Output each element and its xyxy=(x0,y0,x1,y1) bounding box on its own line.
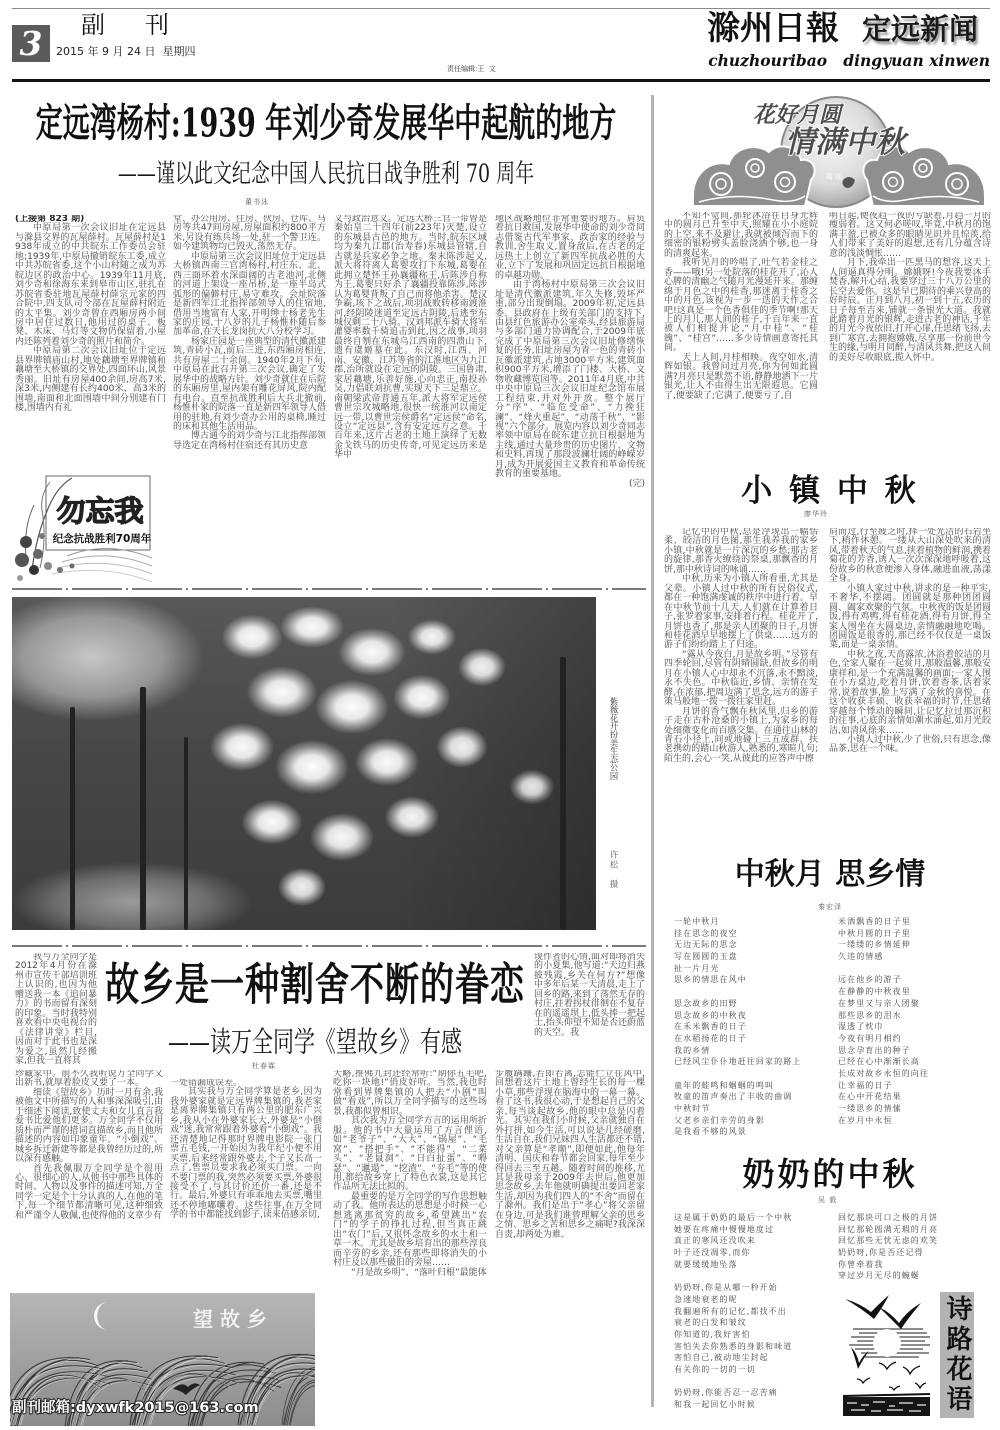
paragraph: 杨家庄园是一座典型的清代徽派建筑,青砖小瓦,前后三进,东西厢房相连,共有房屋二十余间。1940年2月下旬,中原局在此召开第三次会议,确定了发展华中的战略方针。刘少奇就住在后院的东厢房里,屋内架有雕花屏风,院内配有电台。直至抗战胜利后大兵北撤前,杨惟朴家的院落一直是新四军领导人借用的驻地,有刘少奇办公用的桌椅,睡过的床和其他生活用品。 xyxy=(173,336,326,432)
editor-credit: 责任编辑:王 文 xyxy=(447,65,496,73)
town-midautumn-column-2 xyxy=(829,528,991,844)
poem-line: 奶奶呀,你是否还记得 xyxy=(838,1248,924,1258)
poem-line: 中秋时节 xyxy=(674,1104,711,1113)
poem-line: 一缕思乡的情愫 xyxy=(838,1104,902,1113)
poem-line: 长成对故乡永恒的向往 xyxy=(838,1068,929,1078)
poem-line: 牧童的笛声奏出了丰收的曲调 xyxy=(674,1092,793,1102)
page-number-badge: 3 xyxy=(12,25,50,62)
end-mark: (完) xyxy=(628,478,645,489)
paragraph-list xyxy=(495,215,645,480)
poem-line: 米酒飘香的日子里 xyxy=(838,917,911,926)
paragraph: 现作者的心情,面对即将消失的小夏集,他写道:“天边归燕披残霞,乡关在何方?”想像中多年后某一天清晨,走上了回乡的路,来到了荡然无存的村庄,拄着拐杖徘徊在不复存在的遥遥坝上,低头捧一把起土,抬头仰望不知是否还蔚蓝的天空。我 xyxy=(534,953,645,1038)
poem-line: 无边无际的思念 xyxy=(674,940,738,950)
paragraph: 明日起,便夜趋一夜的亏缺着,月趋一月的瘦弱着。这又何必嗟叹,毕竟,中秋月的饱满丰盈,已被众多的眼睛见识并且惊羡,给人们带来了美好的遐想,还有几分蕴含诗意的浅淡惆怅…… xyxy=(829,212,991,259)
poem-line: 中秋月圆的日子里 xyxy=(838,928,911,938)
poem-moon-author: 秦宏泽 xyxy=(818,903,842,911)
poem-line xyxy=(674,1068,801,1080)
paragraph: 其次我为万全同学方言的运用所折服。他的书中大量运用了方言俚语,如“老爷子”、“大大”、“锅屋”、“毛窝”、“搭把手”、“不能得”、“二菜头”、“老鼠洞”、“日白扯蛋”、“嘚瑟”、“邋遢”、“挖渣”、“夯毛”等的使用,都给故乡穿上了特色衣裳,这是其它作品所无法比拟的。 xyxy=(333,1116,487,1193)
poem-line: 久违的情感 xyxy=(838,952,884,962)
hometown-banner xyxy=(10,1293,315,1426)
badge-title: 勿忘我 xyxy=(56,494,144,528)
remembrance-badge xyxy=(12,470,152,585)
poem-line: 湿透了枕巾 xyxy=(838,1022,884,1032)
poem-line: 和我一起回忆小时候 xyxy=(674,1400,756,1409)
header-rule xyxy=(12,79,990,82)
poem-line: 穿过岁月无尽的蜿蜒 xyxy=(838,1271,920,1281)
moon-feature-column-2 xyxy=(829,212,991,470)
paragraph: “月是故乡明”、“落叶归根”最能体 xyxy=(351,1267,487,1278)
poem-grandma-author: 吴 毅 xyxy=(818,1196,838,1204)
paragraph: 义与政治意义。定远大桥三官一带曾是秦始皇二十四年(前223年)灭楚,设立的东城县古邑的地方。当时,皖东区域均为秦九江郡(治寿春)东城县管辖,自古就是兵家必争之地。秦末陈涉起义,派大将符离人葛婴攻打下东城,葛婴在此拥立楚怀王孙襄疆称王,后陈涉自称为王,葛婴只好杀了襄疆投靠陈涉,陈涉认为葛婴背叛了自己而将他杀害。楚汉争霸,垓下之战后,项羽战败转移南渡淮河,经阴陵迷道至定远古阴陵,后逃至东城仅剩二十八骑。汉刘邦派车骑大将军灌婴率数千骑追击到此,因之战事,项羽最终自刎在东城乌江西南的四溃山下,遗有虞姬墓在此。东汉时,江西、河南、安徽、江苏等省的江淮地区为九江郡,治所就设在定远的阴陵。三国鲁肃,家居藕塘,乐善好施,心向忠正,南投孙吴,力倡联刘抗曹,实现天下三足鼎立。南朝梁武帝普通五年,派大将军定远侯曹世宗攻城略地,很快一统淮河以南定远一带,以曹世宗侯爵名“定远侯”命名,设立“定远县”,含有安定远方之意。千百年来,这片古老的土地上演绎了无数金戈铁马的历史传奇,可见定远历来是华中 xyxy=(334,215,487,461)
poem-line: 扯一片月光 xyxy=(674,963,720,973)
hometown-author: 杜春霖 xyxy=(252,1062,276,1070)
paragraph-list xyxy=(15,224,166,413)
poem-line: 这是属于奶奶的最后一个中秋 xyxy=(674,1213,793,1222)
poem-line: 我翻遍所有的记忆,都找不出 xyxy=(674,1306,787,1316)
paragraph: 由于湾杨村中原局第三次会议旧址是清代徽派建筑,年久失修,毁坏严重,部分出现倒塌。2009年初,定远县委、县政府在上级有关部门的支持下,由县红色旅游办公室牵头,经县旅游局与多部门通力协调配合,于2009年底完成了中原局第三次会议旧址修缮恢复的任务,旧址房屋为青一色的青砖小瓦徽派建筑,占地3000平方米,建筑面积900平方米,增添了门楼、大桥、文物收藏博览园等。2011年4月底,中共中央中原局三次会议旧址纪念馆布展工程结束,并对外开放。整个展厅分“序”、“临危受命”、“力挽狂澜”、“烽火重起”、“动荡千秋”、“影视”六个部分。展览内容以刘少奇同志率领中原局在皖东建立抗日根据地为主线,通过大量珍贵的历史图片、文物和史料,再现了那段波澜壮阔的峥嵘岁月,成为开展爱国主义教育和革命传统教育的重要基地。 xyxy=(495,280,645,480)
article-main-column-1 xyxy=(15,215,166,469)
poem-line: 挂在思念的夜空 xyxy=(674,928,738,938)
paragraph: 天上人间,月桂相映。夜空如水,清辉如银。我曾问过月亮,你为何如此圆满?月亮只是默然不语,静静地洒下一片银光,让人不由得生出无限遐思。它圆了,便要缺了;它满了,便要亏了,自 xyxy=(664,352,818,401)
poem-line: 已经在心中渐渐长高 xyxy=(838,1057,920,1067)
paragraph: 小镇人家过中秋,讲求的是一种平实,不奢华,不摆阔。团圆就是那种团团圆圆、阖家欢聚的气氛。中秋夜的饭是团圆饭,得有鸡鸭,得有桂花酒,得有月饼,得全家人围坐在大圆桌边,亲情融融地吃喝。团圆饭是很香的,那已经不仅仅是一桌饭菜,而是一桌亲情。 xyxy=(829,583,991,651)
town-midautumn-title: 小 镇 中 秋 xyxy=(741,473,919,509)
poem-line: 在岁月中永恒 xyxy=(838,1115,893,1125)
tree-trunk xyxy=(70,707,75,930)
paragraph-list xyxy=(829,212,991,363)
poem-moon-right-stanzas xyxy=(838,916,929,1126)
contact-email: 副刊邮箱:dyxwfk2015@163.com xyxy=(12,1400,259,1416)
paragraph-list xyxy=(15,1070,163,1221)
town-midautumn-author: 廖华玲 xyxy=(804,510,828,518)
paragraph-list xyxy=(534,953,645,1038)
masthead-edition: 定远新闻 xyxy=(862,12,979,46)
reeds-illustration xyxy=(10,1293,315,1426)
poem-line: 回忆那些无忧无虑的欢笑 xyxy=(838,1236,939,1246)
poem-line: 童年的蛙鸣和蝈蝈的鸣叫 xyxy=(674,1080,775,1090)
paragraph: 中原局第三次会议旧址位于定远县大桥镇西南三官湾杨村,村庄东、北、西三面环着水深面阔的古老池河,北侧的河道上架设一座吊桥,是一座半岛式弧形的偏僻村庄,易守难攻。会址院落是新四军江北指挥部领导人的住宿地,借用当地富有人家,开明绅士杨老先生家的庄园,十八岁的儿子杨惟朴随后参加革命,在天长龙岗抗大八分校学习。 xyxy=(173,251,326,338)
paragraph: “露从今夜白,月是故乡明。”尽管有四季轮回,尽管有阴晴圆缺,但故乡的明月在小镇人心中却永不沉落,永不黯淡,永不失色。中秋临近,乡情、亲情在发酵,在浓郁,把周边满了思念,远方的游子策马般地一拨一拨往家里赶。 xyxy=(664,649,818,708)
paragraph: 不知不觉间,那轮沐浴在自身光辉中的圆月已升至中天,照耀在小小庭院的上空,来不及避让,我就被倾泻而下的细密的银粉劈头盖脸浇洒个够,也一身的清爽起来。 xyxy=(664,212,818,259)
paragraph: 天略,推佛九封还经常听:“期你五毛吧,吃你一块地!”俏皮好听。当然,我也时常看到界牌集镇的人把去“小剧”叫做“看戏”,所以万全同学描写的这些场景,我都似曾相识。 xyxy=(333,1070,487,1117)
crape-myrtle-photo xyxy=(12,597,596,930)
hometown-title-text: 故乡是一种割舍不断的眷恋 xyxy=(105,959,525,1011)
paragraph: 小镇人过中秋,少了世俗,只有思念,像品茶,思在一个味。 xyxy=(829,734,991,755)
paragraph: 中秋,历来为小镇人所看重,尤其是父辈。小镇人过中秋的所有民俗仪式,都在一种饱满虔诚的秩序中进行着。早在中秋节前十几天,人们就在计算着日子,张罗着家事,安排着行程。桂花开了,月饼也香了,那是亲人团聚的日子,月饼和桂花酒早早地摆上了供桌……远方的游子们纷纷踏上了归途。 xyxy=(664,574,818,651)
poem-line: 你知道的,我好害怕 xyxy=(674,1329,751,1339)
section-separator xyxy=(12,588,646,590)
tree-trunk xyxy=(560,657,566,930)
poem-line xyxy=(674,1270,792,1282)
article-main-column-4 xyxy=(495,215,645,583)
poem-line: 害怕失去你熟悉的身影和味道 xyxy=(674,1341,793,1351)
paragraph-list xyxy=(664,212,818,401)
paragraph-list xyxy=(829,528,991,755)
poetry-column-label xyxy=(940,1292,974,1418)
paragraph: 首先我佩服万全同学是个很用心、很细心的人,从他书中那些具体的时间、人物以及事件的描述可知,万全同学一定是个十分认真的人,在他的笔下,每一个细节都清晰可见,这种细致和严谨令人敬佩,也使得他的文章少有 xyxy=(15,1163,163,1221)
banner-title: 望 故 乡 xyxy=(193,1307,267,1331)
banner-line-2: 情满中秋 xyxy=(785,125,905,160)
section-separator xyxy=(12,945,646,947)
mid-autumn-banner xyxy=(693,96,985,208)
birds-icon xyxy=(843,1293,930,1416)
hometown-column-4 xyxy=(495,1070,645,1422)
paragraph: 我与万全同学是2012年4月份在滁州市宣传干部培训班上认识的,也因为他赠送我一本《追问暴力》的书而留有深刻的印象。当时我特别喜欢看中央电视台的《法律讲堂》栏目,因而对于此书也是深为爱之,虽然几经搬家,但我一直将其 xyxy=(15,953,97,1066)
poem-grandma-right-stanzas xyxy=(838,1212,938,1282)
poem-line: 衰老的白发和皱纹 xyxy=(674,1318,747,1328)
poem-line: 思乡的情思在风中 xyxy=(674,975,747,985)
moon-feature-column-1 xyxy=(664,212,818,470)
article-main-author: 董书泳 xyxy=(245,198,269,206)
paragraph: 中秋之夜,天高露浓,沐浴着皎洁的月色,全家人聚在一起赏月,那般温馨,那般安康祥和,是一个充满温馨的画面;一家人围在小方桌边,吃着月饼,饮着香茶,话着家常,说着故事,脸上写满了金秋的喜悦。在这个收获丰硕、收获幸福的时节,任思绪穿越每个悸动的瞬间,让记忆拉过那沉积的往事,心底的亲情如潮水涌起,如月光皎洁,如清风徐来…… xyxy=(829,649,991,736)
paragraph: 最重要的是万全同学的写作思想触动了我。他所表达的思想是小时候一心想逃离那贫穷的故乡,希望跳出“农门”的学子的挣扎过程,但当真正跳出“农门”后,又很怀念故乡的水土和一草一木。尤其是故乡培育出的那些淳良而辛劳的乡亲,还有那些即将消失的小村庄及以那些破旧的旁屋…… xyxy=(333,1191,487,1269)
poem-line: 我的乡情 xyxy=(674,1045,711,1055)
poem-line: 你曾牵着我 xyxy=(838,1259,884,1269)
poem-line: 在静静的中秋夜里 xyxy=(838,987,911,997)
paragraph-list xyxy=(173,215,326,451)
banner-line-1: 花好月圆 xyxy=(752,102,842,128)
poem-line xyxy=(838,963,929,975)
poem-line: 回忆那轮圆满无瑕的月亮 xyxy=(838,1224,939,1234)
article-main-subtitle-text: ——谨以此文纪念中国人民抗日战争胜利 70 周年 xyxy=(117,159,535,189)
paragraph-list xyxy=(495,1070,645,1240)
poem-line: 真正的寒风还没吹来 xyxy=(674,1236,756,1246)
poem-line: 在水稻扬花的日子 xyxy=(674,1033,747,1043)
hometown-subtitle xyxy=(97,1025,533,1059)
paragraph: 步履蹒跚,若即若离,怎能伫立在风中,回想着这片土地上曾经生长的每一棵小草,那些浮现在脑海中的一幕一幕。看了这书,我很心动,于是想起自己的父亲,每当谈起故乡,他的眼中总是闪着光。其实在我们小时候,父亲就独自在外打拼,如今生活,可以说是几经磋磨,生活自在,我们兄妹四人生活都还不错,对父亲算是“孝顺”,即便如此,他每年清明、国庆和春节都会回家,每年至少得回去三至五趟。随着时间的推移,尤其是我母亲于2009年去世后,他更加思念故乡,去年他就明确提出要回老家生活,却因为我们四人的“不舍”而留在了滁州。我们是出于“孝心”将父亲留在身边,可是我们谁曾理解父亲的思乡之情、思乡之苦和思乡之痛呢?我深深自责,却两处为难。 xyxy=(495,1070,645,1240)
poem-line: 急速地衰老的呢 xyxy=(674,1294,738,1304)
poem-line: 让幸福的日子 xyxy=(838,1080,893,1090)
tree-trunk xyxy=(140,687,146,930)
article-main-title-text: 定远湾杨村:1939 年刘少奇发展华中起航的地方 xyxy=(35,101,617,147)
column-divider xyxy=(651,95,654,1407)
paragraph-list xyxy=(15,953,97,1066)
photo-caption: 紫薇花开扮美生态公园 xyxy=(609,697,619,780)
poem-line: 那些思乡的泪水 xyxy=(838,1010,902,1020)
poem-line: 思念故乡的中秋夜 xyxy=(674,1010,747,1020)
badge-subtitle: 纪念抗战胜利70周年 xyxy=(52,533,152,545)
poem-line: 回忆那块可口之极的月饼 xyxy=(838,1213,939,1222)
masthead-pinyin: chuzhouribao dingyuan xinwen xyxy=(708,51,990,70)
poem-line xyxy=(674,1376,792,1388)
poem-line: 在梦里又与亲人团聚 xyxy=(838,998,920,1008)
poem-line: 思念孕育出的种子 xyxy=(838,1045,911,1055)
paragraph: 细读《望故乡》历时一月有余,我被他文中所描写的人和事深深吸引,由于细述下阅读,致使丈夫和女儿直言我爱书比爱他们更多。万全同学不仅用质朴而严谨的措词直描故乡,而且他所描述的内容如印象童年、“小倒戏”、城乡拆迁新建等都是我曾经历过的,所以深有感触。 xyxy=(15,1087,163,1165)
paragraph: 中原局第二次会议旧址位于定远县界牌镇庙山村,地处藕塘至界牌镇和藕塘至大桥镇的交界处,四面环山,风景秀丽。旧址有房屋400余间,房高7米,深3米,内侧建有长约400米、高3米的围墙,南面和北面围墙中间分别建有门楼,围墙内有礼 xyxy=(15,346,166,414)
paragraph: 月饼的香气飘在秋风里,归乡的游子走在古朴沧桑的小镇上,为家乡的每处细微变化而百感交集。在通往山林的青石小径上,间或地碰上三五成群、扶老携幼的踏山秋游人,熟悉的,寒暄几句;陌生的,会心一笑,从彼此的应答声中擦 xyxy=(664,706,818,764)
poem-line: 远在他乡的游子 xyxy=(838,975,902,985)
tree-trunk xyxy=(184,737,188,930)
poem-line: 一轮中秋月 xyxy=(674,917,720,926)
paragraph-list xyxy=(664,528,818,764)
paragraph: 其实我与万全同学算是老乡,因为我外婆家就是定远界牌集镇的,我老家是离界牌集镇只有两公里的肥东广兴乡,我从小在外婆家长大,外婆是“小倒戏”迷,我常常跟着外婆看“小倒戏”。我还清楚地记得那时界牌电影院一张门票五毛钱,一开始因为我年纪小便不用买票,后来经常跟外婆去,个子又长高一点了,售票员要求我必须买门票。一向不要门票的我,突然必须要买票,外婆很接受不了,与其讨价还价一番,还是不行。最后,外婆只有乖乖地去买票,嘴里还不停地嘟囔着。这些往事,在万全同学的书中都能找到影子,读来倍感亲切, xyxy=(170,1087,322,1221)
paragraph: 地区战略地位非常重要的地方。肩负着抗日救国,发展华中使命的刘少奇同志借鉴古代军事家、政治家的经验与教训,舍生取义,置身敌后,在古老的定远热土上创立了新四军抗战必胜的大业,立下了发展和巩固定远抗日根据地的卓越功勋。 xyxy=(495,215,645,281)
section-title: 副刊 xyxy=(81,11,209,39)
poem-line: 她要在疼痛中慢慢地度过 xyxy=(674,1224,775,1234)
poem-line xyxy=(674,986,801,998)
poem-grandma-title: 奶奶的中秋 xyxy=(742,1155,918,1193)
poem-line: 叶子还没凋零,而你 xyxy=(674,1248,751,1258)
poem-line: 父老乡亲们辛劳的身影 xyxy=(674,1115,765,1125)
paragraph: 肩而过,行至疲乏时,择一处光洁的石岩坐下,稍作休憩。一缕从大山深处吹来的清风,带着秋天的气息,挟着植物的鲜润,携着菊花的芳香,诱人一次次深深地呼吸着,这份故乡的秋意便渗入身体,融进血液,荡漾全身。 xyxy=(829,528,991,585)
poem-line: 今夜有明月相约 xyxy=(838,1033,902,1043)
continued-from-label: (上接第 823 期) xyxy=(15,215,85,224)
article-main-column-2 xyxy=(173,215,326,583)
poem-line: 奶奶呀,你能否忍一忍苦痛 xyxy=(674,1388,778,1398)
poem-line: 有关你的一切的一切 xyxy=(674,1364,756,1374)
hometown-column-1 xyxy=(15,1070,163,1288)
paragraph: 珍藏家中。前不久我听说万全同学又出新书,就厚着脸皮又要了一本。 xyxy=(15,1070,163,1089)
hometown-column-3 xyxy=(333,1070,487,1412)
hometown-intro-left xyxy=(15,953,97,1067)
article-main-subtitle xyxy=(12,159,640,189)
poem-line: 写在圆圆的玉盘 xyxy=(674,952,738,962)
paragraph: 一处错漏成误差。 xyxy=(170,1079,243,1088)
paragraph: 中原局第一次会议旧址在定远县与滁县交界的瓦屋薛村。瓦屋薛村是1938年成立的中共皖东工作委员会驻地;1939年,中原局撤销皖东工委,成立中共苏皖省委,这个小山村随之成为苏皖边区的政治中心。1939年11月底,刘少奇和徐海东来到皋市山区,驻扎在苏皖省委驻地瓦屋薛村薛宗元家的四合院中,四支队司令部在瓦屋薛村附近的太平集。刘少奇曾在西厢房两小间房中居住过数日,他用过的桌子、板凳、木床、马灯等文物仍保留着,小屋内还陈列着刘少奇的照片和简介。 xyxy=(15,223,166,347)
poetry-column-label-text: 诗路花语 xyxy=(942,1295,972,1415)
paragraph: 堂、办公用房、住房、伙房、仓库、马房等共47间房屋,房屋面积约800平方米,另设有练兵场一处,驻一个警卫连。如今建筑物均已毁灭,荡然无存。 xyxy=(173,215,326,253)
paragraph: 月下,我牵出一匹黑马的想容,这天上人间逼真得分明。嫦娥呀!今夜我要沐手焚香,解开心结,我要穿过三十八万公里的长空去爱你。这是早已期待的乘兴登高的好时辰。正月到八月,初一到十五,农历的日子每至吉来,铺就一条银光大道。我就此踏着月光的银辉,走进古老的神话,千年的月光今夜依旧,打开心扉,任思绪飞扬,去到广寒宫,去拥抱嫦娥,尽享那一份前世今生的缘,与明月同醉,与清风共舞,把这人间的美好尽收眼底,揽入怀中。 xyxy=(829,258,991,363)
hometown-intro-right xyxy=(534,953,645,1067)
article-main-title xyxy=(12,101,640,147)
poem-line: 已经风尘仆仆地赶往回家的路上 xyxy=(674,1057,802,1067)
article-main-column-3 xyxy=(334,215,487,583)
hometown-title xyxy=(97,959,533,1011)
poem-line: 在禾米飘香的日子 xyxy=(674,1022,747,1032)
paragraph-list xyxy=(170,1079,322,1221)
poem-line: 在心中开花结果 xyxy=(838,1092,902,1102)
masthead-logo: 滁州日報 xyxy=(707,8,839,47)
poem-moon-title: 中秋月 思乡情 xyxy=(734,857,926,892)
birds-sunset-illustration xyxy=(843,1293,930,1416)
photo-credit: 许松 摄 xyxy=(609,850,619,891)
hometown-column-2 xyxy=(170,1079,322,1288)
poem-line: 是我看不够的风景 xyxy=(674,1127,747,1137)
paragraph-list xyxy=(333,1070,487,1278)
paragraph: 博古通今的刘少奇与江北指挥部领导选定在湾杨村住宿还有其历史意 xyxy=(173,431,326,451)
poem-grandma-left-stanzas xyxy=(674,1212,792,1411)
moon-cloud-illustration xyxy=(693,96,985,208)
poem-line: 就要缓缓地坠落 xyxy=(674,1259,738,1269)
poem-moon-left-stanzas xyxy=(674,916,801,1138)
poem-line: 一缕缕的乡情延伸 xyxy=(838,940,911,950)
poem-line: 害怕自己,被动地尘封起 xyxy=(674,1353,769,1363)
banner-author: 周 瑶 xyxy=(825,173,843,181)
hometown-subtitle-text: ——读万全同学《望故乡》有感 xyxy=(168,1025,462,1059)
paragraph: 记忆中的中秋,总是浮现出一幅恬柔、皎洁的月色图,那生我养我的家乡小镇,中秋就是一片深沉的乡愁;那古老的旋律,那香火缭绕的祭桌,那飘香的月饼,那中秋诗词的咏诵…… xyxy=(664,528,818,575)
forget-me-not-illustration xyxy=(12,470,152,585)
paragraph-list xyxy=(334,215,487,461)
top-rule xyxy=(12,8,990,9)
paragraph: 我听见月的吟唱了,吐气若金桂之香——哦!另一处院落的桂花开了,沁人心脾的清幽之气随月光漫延开来。那缠绵于月色之中的桂香,那迷离于桂香之中的月色,该视为一步一迭的天作之合吧!这真是一个色香俱佳的季节啊!那天上的月儿,那人间的桂子,千百年来一直被人们相提并论,“月中桂”、“桂魄”、“桂宫”……多少诗情画意寄托其间。 xyxy=(664,258,818,354)
poem-line: 奶奶呀,你是从哪一秒开始 xyxy=(674,1283,778,1293)
issue-date: 2015 年 9 月 24 日 星期四 xyxy=(56,45,196,58)
town-midautumn-column-1 xyxy=(664,528,818,844)
poem-line: 思念故乡的田野 xyxy=(674,998,738,1008)
